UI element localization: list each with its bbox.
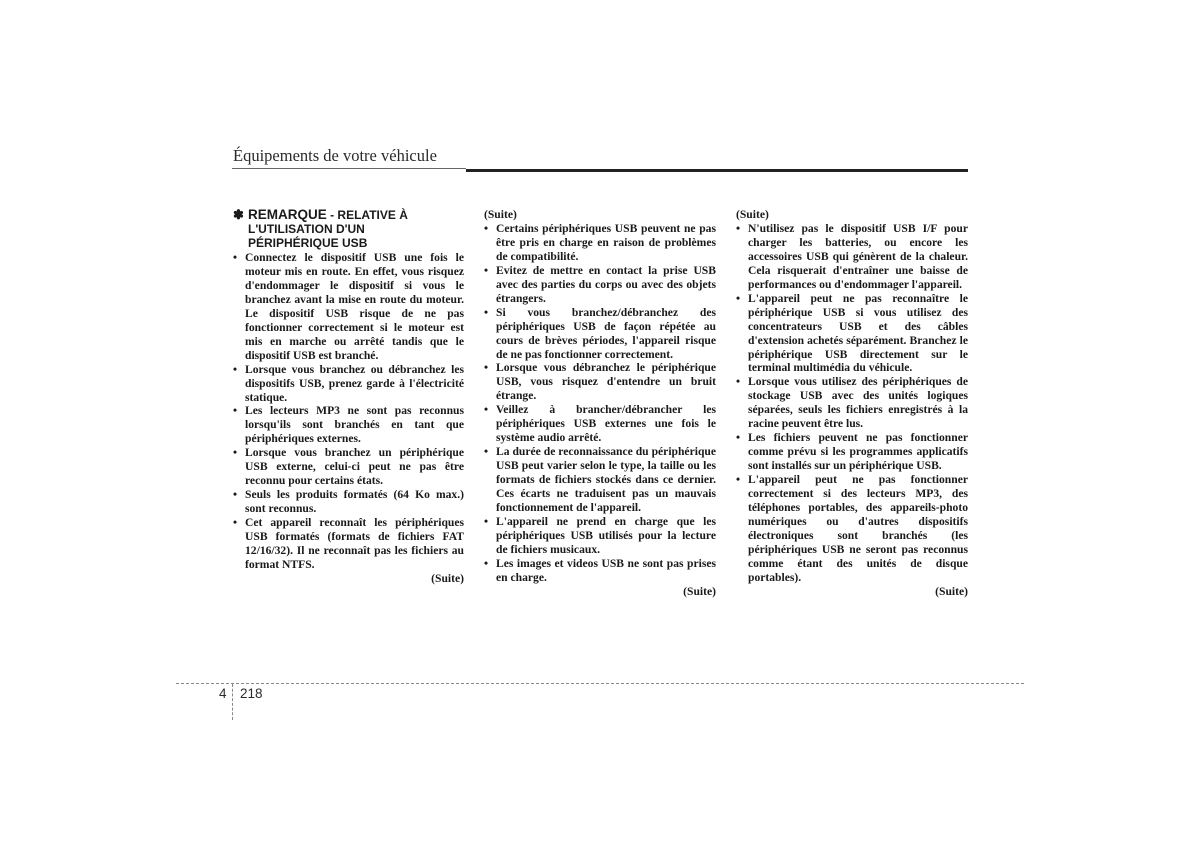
list-item-text: N'utilisez pas le dispositif USB I/F pour charger les batteries, ou encore les accessoires USB qui génèrent de la chaleur. Cela risquerait d'entraîner une baisse de performances ou d'endommager l'appareil. bbox=[748, 221, 968, 291]
bullet-icon: • bbox=[484, 514, 489, 528]
list-item bbox=[484, 306, 716, 362]
list-item bbox=[736, 431, 968, 473]
bullet-icon: • bbox=[484, 221, 489, 235]
list-item-text: L'appareil peut ne pas reconnaître le périphérique USB si vous utilisez des concentrateurs USB et des câbles d'extension achetés séparément. Branchez le périphérique USB directement sur le terminal multimédia du véhicule. bbox=[748, 291, 968, 375]
list-item bbox=[736, 375, 968, 431]
header-rule bbox=[232, 168, 466, 169]
list-item bbox=[233, 404, 464, 446]
bullet-icon: • bbox=[484, 403, 489, 417]
list-item-text: Lorsque vous débranchez le périphérique USB, vous risquez d'entendre un bruit étrange. bbox=[496, 361, 716, 403]
remark-heading bbox=[233, 208, 464, 250]
list-item bbox=[736, 292, 968, 376]
bullet-icon: • bbox=[484, 305, 489, 319]
list-item-text: Les lecteurs MP3 ne sont pas reconnus lorsqu'ils sont branchés en tant que périphériques externes. bbox=[245, 404, 464, 446]
continued-from-label: (Suite) bbox=[484, 208, 517, 221]
bullet-icon: • bbox=[736, 375, 741, 389]
column-2 bbox=[484, 208, 716, 599]
list-item-text: Les images et videos USB ne sont pas prises en charge. bbox=[496, 556, 716, 584]
continued-label: (Suite) bbox=[683, 584, 716, 598]
page-number: 218 bbox=[240, 686, 263, 701]
list-item-text: Lorsque vous branchez ou débranchez les dispositifs USB, prenez garde à l'électricité statique. bbox=[245, 362, 464, 404]
list-item bbox=[233, 251, 464, 363]
continued-label: (Suite) bbox=[431, 571, 464, 585]
continued-from-label: (Suite) bbox=[736, 208, 769, 221]
bullet-list bbox=[484, 222, 716, 585]
bullet-icon: • bbox=[233, 446, 238, 460]
continued-label: (Suite) bbox=[935, 584, 968, 598]
list-item bbox=[233, 363, 464, 405]
bullet-icon: • bbox=[484, 556, 489, 570]
list-item bbox=[233, 488, 464, 516]
list-item-text: Seuls les produits formatés (64 Ko max.) sont reconnus. bbox=[245, 488, 464, 516]
header-rule-bold bbox=[466, 169, 968, 172]
list-item-text: Les fichiers peuvent ne pas fonctionner comme prévu si les programmes applicatifs sont installés sur un périphérique USB. bbox=[748, 431, 968, 473]
bullet-icon: • bbox=[736, 291, 741, 305]
bullet-icon: • bbox=[233, 251, 238, 264]
list-item bbox=[233, 446, 464, 488]
bullet-icon: • bbox=[736, 431, 741, 445]
list-item bbox=[736, 473, 968, 585]
list-item bbox=[484, 264, 716, 306]
bullet-icon: • bbox=[233, 404, 238, 418]
list-item-text: Connectez le dispositif USB une fois le moteur mis en route. En effet, vous risquez d'endommager le dispositif si vous le branchez avant la mise en route du moteur. Le dispositif USB risque de ne pas fonctionner correctement si le moteur est mis en marche ou arrêté tandis que le dispositif USB est branché. bbox=[245, 251, 464, 362]
list-item-text: Certains périphériques USB peuvent ne pas être pris en charge en raison de problèmes de compatibilité. bbox=[496, 221, 716, 263]
remark-subject: - RELATIVE À bbox=[326, 208, 408, 222]
remark-label: REMARQUE bbox=[248, 207, 327, 222]
column-1 bbox=[233, 208, 464, 586]
list-item bbox=[484, 557, 716, 585]
footer-vertical-divider bbox=[232, 684, 233, 720]
list-item-text: Lorsque vous branchez un périphérique USB externe, celui-ci peut ne pas être reconnu pour certains états. bbox=[245, 446, 464, 488]
list-item-text: Evitez de mettre en contact la prise USB avec des parties du corps ou avec des objets étrangers. bbox=[496, 263, 716, 305]
list-item bbox=[484, 403, 716, 445]
bullet-icon: • bbox=[233, 516, 238, 530]
list-item bbox=[233, 516, 464, 572]
bullet-icon: • bbox=[736, 473, 741, 487]
list-item-text: Cet appareil reconnaît les périphériques USB formatés (formats de fichiers FAT 12/16/32). Il ne reconnaît pas les fichiers au format NTFS. bbox=[245, 516, 464, 571]
remark-subject-line2: L'UTILISATION D'UN bbox=[248, 222, 365, 236]
list-item bbox=[484, 361, 716, 403]
list-item-text: Lorsque vous utilisez des périphériques de stockage USB avec des unités logiques séparées, seuls les fichiers enregistrés à la racine peuvent être lus. bbox=[748, 375, 968, 431]
list-item bbox=[484, 445, 716, 515]
chapter-number: 4 bbox=[219, 686, 227, 701]
bullet-list bbox=[233, 251, 464, 572]
list-item-text: Si vous branchez/débranchez des périphériques USB de façon répétée au cours de brèves périodes, l'appareil risque de ne pas fonctionner correctement. bbox=[496, 305, 716, 361]
list-item-text: L'appareil peut ne pas fonctionner correctement si des lecteurs MP3, des téléphones portables, des appareils-photo numériques ou d'autres dispositifs électroniques sont branchés (les périphériques USB ne seront pas reconnus comme étant des unités de disque portables). bbox=[748, 473, 968, 584]
list-item-text: La durée de reconnaissance du périphérique USB peut varier selon le type, la taille ou les formats de fichiers stockés dans ce dernier. Ces écarts ne traduisent pas un mauvais fonctionnement de l'appareil. bbox=[496, 445, 716, 515]
bullet-list bbox=[736, 222, 968, 585]
footer-divider bbox=[176, 683, 1024, 684]
list-item bbox=[484, 222, 716, 264]
page-header-title: Équipements de votre véhicule bbox=[233, 146, 437, 165]
bullet-icon: • bbox=[233, 488, 238, 502]
column-3 bbox=[736, 208, 968, 599]
bullet-icon: • bbox=[484, 361, 489, 375]
bullet-icon: • bbox=[484, 263, 489, 277]
list-item-text: L'appareil ne prend en charge que les périphériques USB utilisés pour la lecture de fichiers musicaux. bbox=[496, 514, 716, 556]
list-item-text: Veillez à brancher/débrancher les périphériques USB externes une fois le système audio arrêté. bbox=[496, 403, 716, 445]
remark-subject-line3: PÉRIPHÉRIQUE USB bbox=[248, 236, 368, 250]
bullet-icon: • bbox=[233, 362, 238, 376]
bullet-icon: • bbox=[484, 445, 489, 459]
list-item bbox=[736, 222, 968, 292]
list-item bbox=[484, 515, 716, 557]
asterisk-icon: ✽ bbox=[233, 207, 244, 222]
bullet-icon: • bbox=[736, 221, 741, 235]
